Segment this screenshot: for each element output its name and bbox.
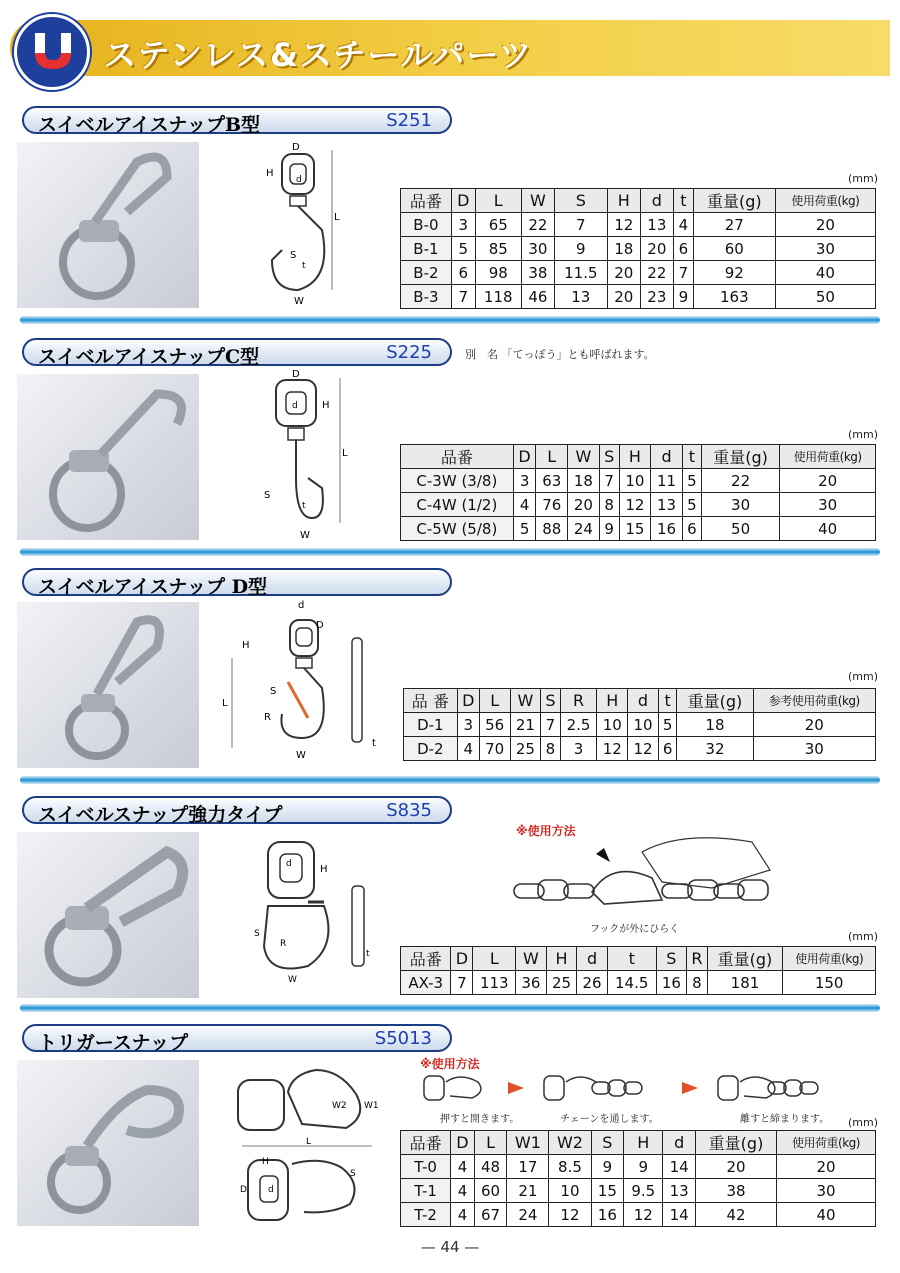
model-cell: AX-3 [401,971,451,995]
column-header: L [536,445,568,469]
column-header: t [682,445,701,469]
unit-label: (mm) [848,930,879,943]
svg-text:d: d [292,401,298,411]
svg-text:H: H [322,400,330,411]
table-cell: 113 [473,971,516,995]
product-photo-d [17,602,199,768]
table-cell: 38 [696,1179,777,1203]
column-header: t [658,689,677,713]
section-code: S835 [386,800,432,821]
svg-text:t: t [302,501,306,511]
column-header: W [516,947,547,971]
table-row [401,213,876,237]
table-header-row [404,689,876,713]
table-cell: 7 [451,285,475,309]
column-header: 品 番 [404,689,458,713]
table-cell: 6 [451,261,475,285]
product-photo-b [17,142,199,308]
column-header: H [624,1131,663,1155]
column-header: d [628,689,659,713]
table-cell: 5 [513,517,536,541]
table-cell: 7 [541,713,560,737]
table-row [404,737,876,761]
table-cell: 9 [554,237,607,261]
table-cell: 30 [701,493,779,517]
table-cell: 38 [521,261,554,285]
usage-title: ※使用方法 [516,824,576,838]
svg-text:R: R [264,712,271,723]
table-cell: 14.5 [607,971,656,995]
model-cell: T-1 [401,1179,451,1203]
svg-text:D: D [316,620,324,631]
table-cell: 40 [780,517,876,541]
table-cell: 118 [475,285,521,309]
section-title: スイベルスナップ強力タイプ [38,804,283,826]
column-header: H [546,947,577,971]
table-cell: 20 [607,285,640,309]
svg-text:W: W [296,750,306,761]
table-cell: 13 [554,285,607,309]
spec-table-b [400,188,876,309]
table-cell: 30 [775,237,875,261]
table-cell: 13 [651,493,683,517]
table-cell: 67 [474,1203,507,1227]
column-header: 重量(g) [677,689,753,713]
svg-text:d: d [268,1185,274,1195]
section-banner-b [22,106,452,134]
table-cell: 3 [513,469,536,493]
table-cell: 4 [451,1203,475,1227]
section-code: S5013 [374,1028,432,1049]
dimension-diagram-t [232,1064,382,1234]
section-title: スイベルアイスナップC型 [38,346,260,368]
table-cell: 46 [521,285,554,309]
table-cell: 7 [599,469,619,493]
table-cell: 9.5 [624,1179,663,1203]
column-header: 品番 [401,445,514,469]
column-header: D [457,689,479,713]
svg-text:S: S [350,1169,356,1179]
table-row [404,713,876,737]
model-cell: D-2 [404,737,458,761]
table-cell: 85 [475,237,521,261]
table-cell: 17 [507,1155,549,1179]
page-number: — 44 — [420,1238,480,1256]
spec-table-ax [400,946,876,995]
usage-step-1: 押すと開きます。 [440,1114,520,1125]
table-cell: 92 [693,261,775,285]
product-photo-ax [17,832,199,998]
table-cell: 4 [451,1155,475,1179]
model-cell: T-2 [401,1203,451,1227]
table-cell: 42 [696,1203,777,1227]
product-photo-c [17,374,199,540]
table-cell: 4 [673,213,693,237]
table-cell: 181 [707,971,783,995]
table-row [401,1155,876,1179]
table-cell: 4 [457,737,479,761]
table-cell: 7 [554,213,607,237]
column-header: 品番 [401,1131,451,1155]
model-cell: B-1 [401,237,452,261]
model-cell: C-4W (1/2) [401,493,514,517]
section-code: S225 [386,342,432,363]
table-cell: 12 [624,1203,663,1227]
table-cell: 60 [693,237,775,261]
table-header-row [401,1131,876,1155]
table-cell: 30 [776,1179,875,1203]
table-cell: 20 [607,261,640,285]
column-header: 重量(g) [693,189,775,213]
table-cell: 14 [663,1203,696,1227]
table-cell: 6 [673,237,693,261]
table-cell: 50 [775,285,875,309]
column-header: D [451,189,475,213]
table-row [401,493,876,517]
table-cell: 65 [475,213,521,237]
column-header: 使用荷重(kg) [775,189,875,213]
table-cell: 27 [693,213,775,237]
table-cell: 88 [536,517,568,541]
table-row [401,237,876,261]
section-divider [20,548,880,556]
table-cell: 3 [451,213,475,237]
table-cell: 6 [682,517,701,541]
table-cell: 15 [591,1179,624,1203]
usage-title: ※使用方法 [420,1057,480,1071]
table-cell: 25 [546,971,577,995]
model-cell: B-3 [401,285,452,309]
svg-text:D: D [240,1185,247,1195]
svg-text:L: L [306,1137,312,1147]
svg-text:d: d [298,600,305,611]
table-cell: 20 [775,213,875,237]
table-cell: 50 [701,517,779,541]
section-divider [20,1004,880,1012]
alias-note: 別 名 「てっぽう」とも呼ばれます。 [465,348,655,361]
usage-caption: フックが外にひらく [590,924,680,935]
svg-text:L: L [334,212,340,223]
column-header: L [479,689,510,713]
column-header: t [607,947,656,971]
company-logo [14,14,90,90]
section-banner-ax [22,796,452,824]
table-cell: 30 [753,737,875,761]
table-cell: 98 [475,261,521,285]
table-cell: 22 [701,469,779,493]
usage-step-2: チェーンを通します。 [560,1114,659,1125]
svg-text:H: H [266,168,274,179]
column-header: 参考使用荷重(kg) [753,689,875,713]
table-header-row [401,947,876,971]
table-cell: 15 [619,517,651,541]
table-cell: 8 [541,737,560,761]
section-divider [20,316,880,324]
table-cell: 7 [451,971,473,995]
table-row [401,285,876,309]
column-header: W [568,445,600,469]
model-cell: C-3W (3/8) [401,469,514,493]
svg-text:W1: W1 [364,1101,379,1111]
table-cell: 30 [780,493,876,517]
column-header: R [687,947,707,971]
model-cell: B-0 [401,213,452,237]
table-cell: 9 [673,285,693,309]
table-cell: 8.5 [549,1155,591,1179]
table-cell: 14 [663,1155,696,1179]
column-header: 品番 [401,189,452,213]
spec-table-d [403,688,876,761]
svg-text:W: W [294,296,304,307]
table-cell: 24 [568,517,600,541]
unit-label: (mm) [848,428,879,441]
model-cell: C-5W (5/8) [401,517,514,541]
svg-text:R: R [280,939,287,949]
column-header: W2 [549,1131,591,1155]
table-cell: 3 [457,713,479,737]
table-cell: 20 [568,493,600,517]
svg-text:W2: W2 [332,1101,347,1111]
dimension-diagram-b [262,140,352,310]
column-header: W1 [507,1131,549,1155]
table-cell: 16 [656,971,687,995]
unit-label: (mm) [848,1116,879,1129]
usage-illustration-ax [512,830,772,920]
column-header: S [554,189,607,213]
table-cell: 8 [687,971,707,995]
table-row [401,261,876,285]
table-cell: 150 [783,971,876,995]
table-cell: 13 [663,1179,696,1203]
logo-mark-icon [31,29,75,73]
column-header: d [577,947,608,971]
table-cell: 13 [640,213,673,237]
column-header: S [656,947,687,971]
table-cell: 6 [658,737,677,761]
table-cell: 36 [516,971,547,995]
column-header: 品番 [401,947,451,971]
table-cell: 20 [776,1155,875,1179]
column-header: S [541,689,560,713]
table-cell: 16 [651,517,683,541]
column-header: 使用荷重(kg) [780,445,876,469]
dimension-diagram-d [212,598,392,768]
table-cell: 12 [549,1203,591,1227]
svg-text:d: d [296,175,302,185]
table-cell: 7 [673,261,693,285]
table-cell: 63 [536,469,568,493]
section-title: トリガースナップ [38,1032,189,1054]
dimension-diagram-ax [228,836,388,986]
table-cell: 21 [510,713,541,737]
table-cell: 12 [619,493,651,517]
table-cell: 163 [693,285,775,309]
table-cell: 20 [780,469,876,493]
column-header: 使用荷重(kg) [783,947,876,971]
column-header: W [510,689,541,713]
model-cell: D-1 [404,713,458,737]
column-header: 重量(g) [707,947,783,971]
svg-text:S: S [270,686,277,697]
svg-text:L: L [222,698,228,709]
table-cell: 21 [507,1179,549,1203]
svg-text:L: L [342,448,348,459]
table-cell: 2.5 [560,713,597,737]
table-cell: 23 [640,285,673,309]
section-banner-t [22,1024,452,1052]
svg-text:H: H [320,864,328,875]
table-cell: 5 [451,237,475,261]
svg-text:d: d [286,859,292,869]
table-cell: 56 [479,713,510,737]
table-cell: 26 [577,971,608,995]
table-cell: 40 [775,261,875,285]
table-cell: 5 [682,469,701,493]
table-cell: 10 [619,469,651,493]
model-cell: T-0 [401,1155,451,1179]
table-cell: 20 [640,237,673,261]
svg-text:D: D [292,369,300,380]
column-header: W [521,189,554,213]
table-cell: 12 [597,737,628,761]
column-header: D [451,1131,475,1155]
table-cell: 25 [510,737,541,761]
dimension-diagram-c [262,368,352,543]
table-cell: 9 [624,1155,663,1179]
table-cell: 22 [640,261,673,285]
table-row [401,469,876,493]
column-header: 重量(g) [701,445,779,469]
column-header: D [451,947,473,971]
table-cell: 4 [513,493,536,517]
table-cell: 9 [599,517,619,541]
section-banner-c [22,338,452,366]
spec-table-t [400,1130,876,1227]
column-header: L [473,947,516,971]
table-cell: 16 [591,1203,624,1227]
table-row [401,1179,876,1203]
svg-text:t: t [366,949,370,959]
svg-text:D: D [292,142,300,153]
table-row [401,517,876,541]
column-header: D [513,445,536,469]
unit-label: (mm) [848,670,879,683]
column-header: 使用荷重(kg) [776,1131,875,1155]
section-title: スイベルアイスナップ D型 [38,576,268,598]
table-cell: 76 [536,493,568,517]
table-cell: 12 [628,737,659,761]
table-cell: 30 [521,237,554,261]
section-code: S251 [386,110,432,131]
column-header: d [663,1131,696,1155]
table-cell: 11.5 [554,261,607,285]
svg-text:t: t [372,738,376,749]
table-cell: 9 [591,1155,624,1179]
table-cell: 48 [474,1155,507,1179]
table-cell: 4 [451,1179,475,1203]
usage-illustration-t [420,1068,840,1108]
column-header: S [599,445,619,469]
table-cell: 18 [568,469,600,493]
table-cell: 10 [597,713,628,737]
column-header: L [475,189,521,213]
table-cell: 24 [507,1203,549,1227]
column-header: S [591,1131,624,1155]
section-title: スイベルアイスナップB型 [38,114,261,136]
column-header: 重量(g) [696,1131,777,1155]
table-header-row [401,189,876,213]
model-cell: B-2 [401,261,452,285]
table-cell: 3 [560,737,597,761]
column-header: t [673,189,693,213]
svg-text:W: W [288,975,297,985]
table-cell: 10 [549,1179,591,1203]
svg-text:H: H [242,640,250,651]
table-cell: 70 [479,737,510,761]
table-cell: 5 [682,493,701,517]
column-header: R [560,689,597,713]
svg-text:W: W [300,530,310,541]
svg-text:H: H [262,1157,269,1167]
column-header: H [619,445,651,469]
svg-text:S: S [290,250,297,261]
table-cell: 11 [651,469,683,493]
table-cell: 12 [607,213,640,237]
table-cell: 22 [521,213,554,237]
column-header: L [474,1131,507,1155]
table-cell: 18 [677,713,753,737]
table-cell: 5 [658,713,677,737]
section-banner-d [22,568,452,596]
table-cell: 20 [696,1155,777,1179]
spec-table-c [400,444,876,541]
table-cell: 8 [599,493,619,517]
table-cell: 40 [776,1203,875,1227]
usage-step-3: 離すと締まります。 [740,1114,830,1125]
table-cell: 20 [753,713,875,737]
table-row [401,971,876,995]
svg-text:S: S [264,490,271,501]
svg-text:t: t [302,261,306,271]
svg-text:S: S [254,929,260,939]
table-header-row [401,445,876,469]
table-cell: 18 [607,237,640,261]
table-cell: 60 [474,1179,507,1203]
product-photo-t [17,1060,199,1226]
page-title: ステンレス&スチールパーツ [104,36,534,74]
column-header: d [651,445,683,469]
section-divider [20,776,880,784]
column-header: H [607,189,640,213]
column-header: H [597,689,628,713]
unit-label: (mm) [848,172,879,185]
table-cell: 32 [677,737,753,761]
table-cell: 10 [628,713,659,737]
column-header: d [640,189,673,213]
table-row [401,1203,876,1227]
